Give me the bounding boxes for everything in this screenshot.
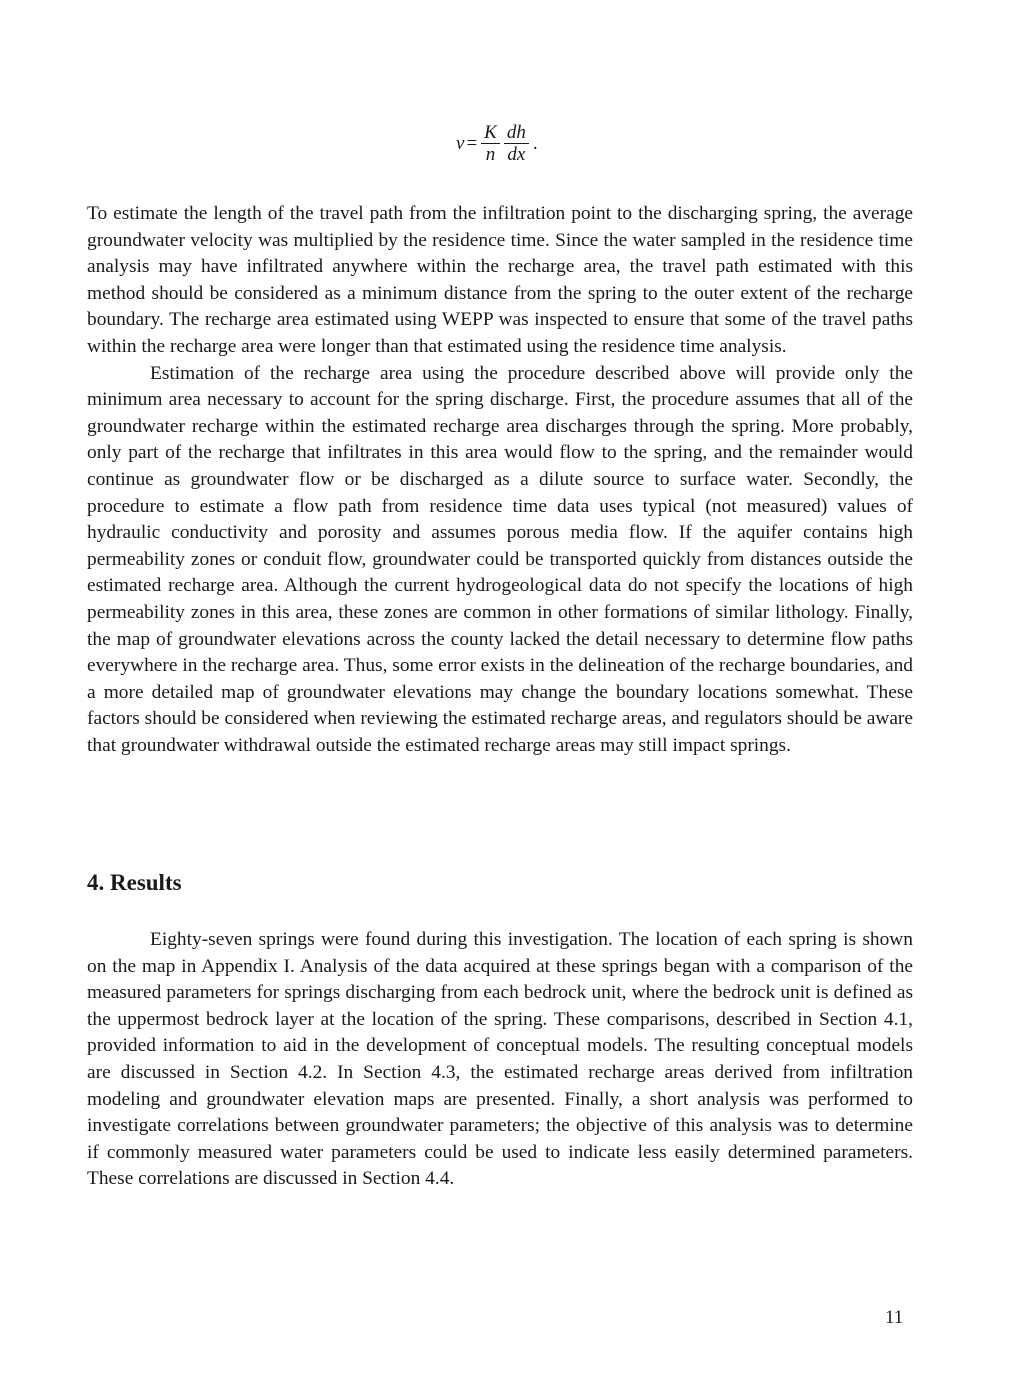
paragraph-travel-path: To estimate the length of the travel path from the infiltration point to the discharging spring, the average groundwater velocity was multiplied by the residence time. Since the water sampled in the residence time analysis may have infiltrated anywhere within the recharge area, the travel path estimated with this method should be considered as a minimum distance from the spring to the outer extent of the recharge boundary. The recharge area estimated using WEPP was inspected to ensure that some of the travel paths within the recharge area were longer than that estimated using the residence time analysis. [87, 203, 913, 357]
equation-equals: = [466, 133, 478, 154]
paragraph-recharge-estimation: Estimation of the recharge area using the procedure described above will provide only the minimum area necessary to account for the spring discharge. First, the procedure assumes that all of the groundwater recharge within the estimated recharge area discharges through the spring. More probably, only part of the recharge that infiltrates in this area would flow to the spring, and the remainder would continue as groundwater flow or be discharged as a dilute source to surface water. Secondly, the procedure to estimate a flow path from residence time data uses typical (not measured) values of hydraulic conductivity and porosity and assumes porous media flow. If the aquifer contains high permeability zones or conduit flow, groundwater could be transported quickly from distances outside the estimated recharge area. Although the current hydrogeological data do not specify the locations of high permeability zones in this area, these zones are common in other formations of similar lithology. Finally, the map of groundwater elevations across the county lacked the detail necessary to determine flow paths everywhere in the recharge area. Thus, some error exists in the delineation of the recharge boundaries, and a more detailed map of groundwater elevations may change the boundary locations somewhat. These factors should be considered when reviewing the estimated recharge areas, and regulators should be aware that groundwater withdrawal outside the estimated recharge areas may still impact springs. [87, 362, 913, 756]
methods-text-block [87, 201, 913, 759]
fraction-numerator: dh [506, 122, 526, 143]
equation-period: . [532, 133, 538, 154]
fraction-numerator: K [484, 122, 497, 143]
velocity-equation [456, 122, 538, 166]
equation-lhs: v [456, 133, 465, 154]
fraction-denominator: n [485, 144, 496, 165]
fraction-dh-over-dx [504, 122, 529, 166]
section-heading: 4. Results [87, 870, 182, 895]
page-number: 11 [885, 1307, 904, 1328]
fraction-denominator: dx [507, 144, 526, 165]
paragraph-results: Eighty-seven springs were found during this investigation. The location of each spring is shown on the map in Appendix I. Analysis of the data acquired at these springs began with a comparison of the measured parameters for springs discharging from each bedrock unit, where the bedrock unit is defined as the uppermost bedrock layer at the location of the spring. These comparisons, described in Section 4.1, provided information to aid in the development of conceptual models. The resulting conceptual models are discussed in Section 4.2. In Section 4.3, the estimated recharge areas derived from infiltration modeling and groundwater elevation maps are presented. Finally, a short analysis was performed to investigate correlations between groundwater parameters; the objective of this analysis was to determine if commonly measured water parameters could be used to indicate less easily determined parameters. These correlations are discussed in Section 4.4. [87, 929, 913, 1190]
results-text-block [87, 927, 913, 1193]
fraction-k-over-n [481, 122, 500, 166]
